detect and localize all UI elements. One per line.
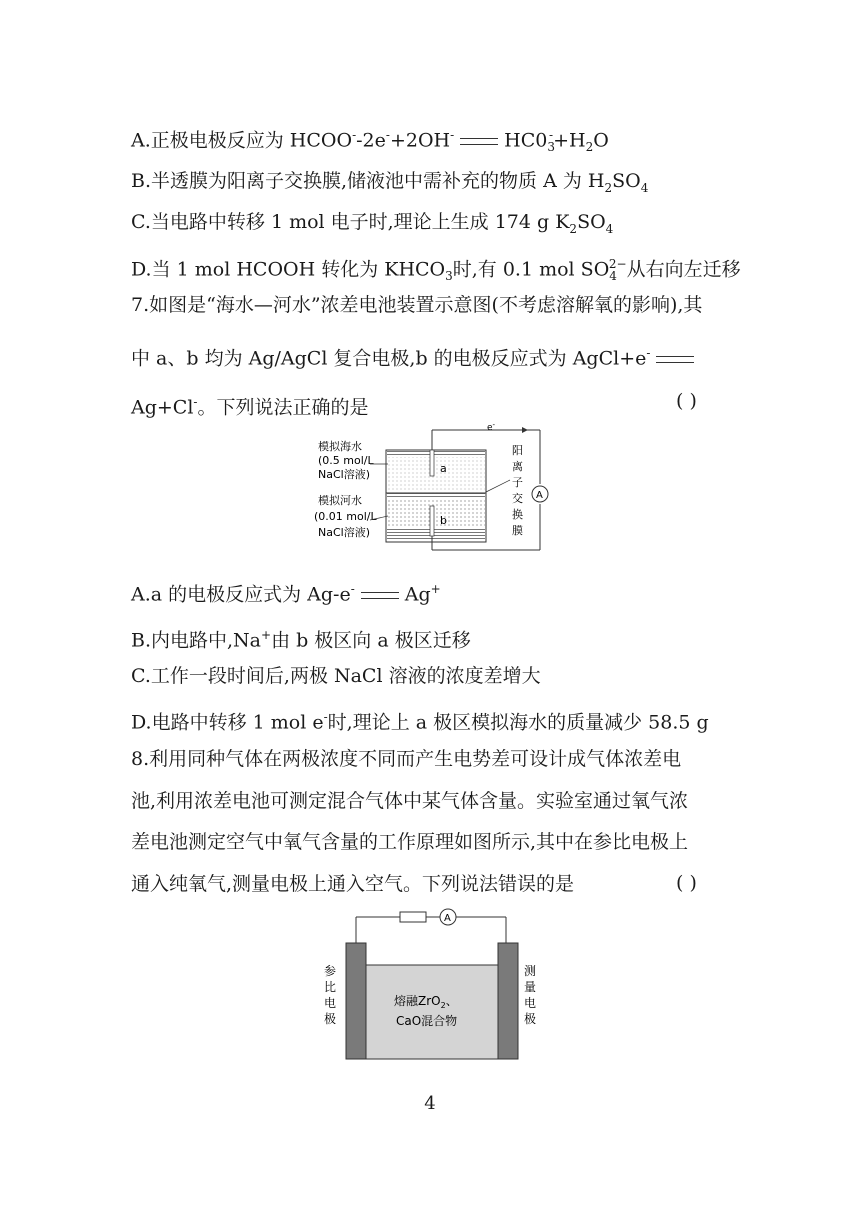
membrane-label <box>512 444 523 537</box>
q7-answer-paren: ( ) <box>676 390 697 412</box>
svg-text:电: 电 <box>324 996 337 1010</box>
svg-text:模拟河水: 模拟河水 <box>318 494 362 507</box>
q7-stem-line1: 7.如图是“海水—河水”浓差电池装置示意图(不考虑溶解氧的影响),其 <box>131 294 703 316</box>
page-number: 4 <box>424 1093 436 1114</box>
svg-text:比: 比 <box>324 980 337 994</box>
equals-sign <box>656 356 694 363</box>
svg-text:换: 换 <box>512 508 523 521</box>
seawater-label <box>318 439 374 481</box>
option-7c: C.工作一段时间后,两极 NaCl 溶液的浓度差增大 <box>131 665 541 687</box>
electrolyte-label-line1: 熔融ZrO$_2$、 <box>394 994 458 1010</box>
svg-text:极: 极 <box>324 1012 337 1026</box>
concentration-cell-diagram <box>300 424 550 554</box>
option-7a: A.a 的电极反应式为 Ag-e- Ag+ <box>131 582 441 606</box>
svg-text:NaCl溶液): NaCl溶液) <box>318 526 370 539</box>
measuring-electrode-label <box>524 964 536 1026</box>
svg-text:电: 电 <box>524 996 537 1010</box>
svg-text:膜: 膜 <box>512 524 523 537</box>
svg-text:量: 量 <box>524 980 537 994</box>
electrode-b-label: b <box>440 514 447 527</box>
svg-text:子: 子 <box>512 476 523 489</box>
q8-stem-line4: 通入纯氧气,测量电极上通入空气。下列说法错误的是 <box>131 873 575 895</box>
electrolyte-label-line2: CaO混合物 <box>396 1014 458 1028</box>
option-7b: B.内电路中,Na+由 b 极区向 a 极区迁移 <box>131 628 471 652</box>
svg-text:交: 交 <box>512 492 523 505</box>
electron-flow-label: e- <box>487 424 496 433</box>
option-6d: D.当 1 mol HCOOH 转化为 $KHCO_3$时,有 0.1 mol $SO_4^{2-}$从右向左迁移 <box>131 257 741 284</box>
resistor-icon <box>400 912 426 922</box>
svg-text:模拟海水: 模拟海水 <box>318 440 362 453</box>
q8-stem-line3: 差电池测定空气中氧气含量的工作原理如图所示,其中在参比电极上 <box>131 831 689 853</box>
ammeter-label: A <box>444 913 451 924</box>
ammeter-label: A <box>536 490 543 501</box>
svg-text:极: 极 <box>524 1012 537 1026</box>
svg-text:NaCl溶液): NaCl溶液) <box>318 468 370 481</box>
equals-sign <box>361 592 399 599</box>
equals-sign <box>460 138 498 145</box>
measuring-electrode <box>498 943 518 1059</box>
svg-text:离: 离 <box>512 460 523 473</box>
reference-electrode-label <box>324 964 336 1026</box>
svg-text:(0.01 mol/L: (0.01 mol/L <box>314 510 377 523</box>
svg-text:(0.5 mol/L: (0.5 mol/L <box>318 454 374 467</box>
svg-text:阳: 阳 <box>512 444 523 457</box>
electrode-a-label: a <box>440 462 447 475</box>
option-6c: C.当电路中转移 1 mol 电子时,理论上生成 174 g $K_2SO_4$ <box>131 211 614 236</box>
q8-answer-paren: ( ) <box>676 872 697 894</box>
q7-stem-line3: Ag+Cl-。下列说法正确的是 <box>131 395 369 419</box>
option-7d: D.电路中转移 1 mol e-时,理论上 a 极区模拟海水的质量减少 58.5 g <box>131 710 709 734</box>
q8-stem-line2: 池,利用浓差电池可测定混合气体中某气体含量。实验室通过氧气浓 <box>131 790 689 812</box>
q8-stem-line1: 8.利用同种气体在两极浓度不同而产生电势差可设计成气体浓差电 <box>131 748 682 770</box>
option-6a: A.正极电极反应为 HCOO--2e-+2OH- $HC0_3^-+H_2O$ <box>131 128 609 155</box>
oxygen-concentration-cell-diagram <box>320 905 550 1063</box>
river-water-label <box>314 493 377 539</box>
reference-electrode <box>346 943 366 1059</box>
svg-text:参: 参 <box>324 964 337 978</box>
option-6b: B.半透膜为阳离子交换膜,储液池中需补充的物质 A 为 $H_2SO_4$ <box>131 170 649 195</box>
q7-stem-line2: 中 a、b 均为 Ag/AgCl 复合电极,b 的电极反应式为 AgCl+e- <box>131 341 700 370</box>
svg-text:测: 测 <box>524 964 537 978</box>
